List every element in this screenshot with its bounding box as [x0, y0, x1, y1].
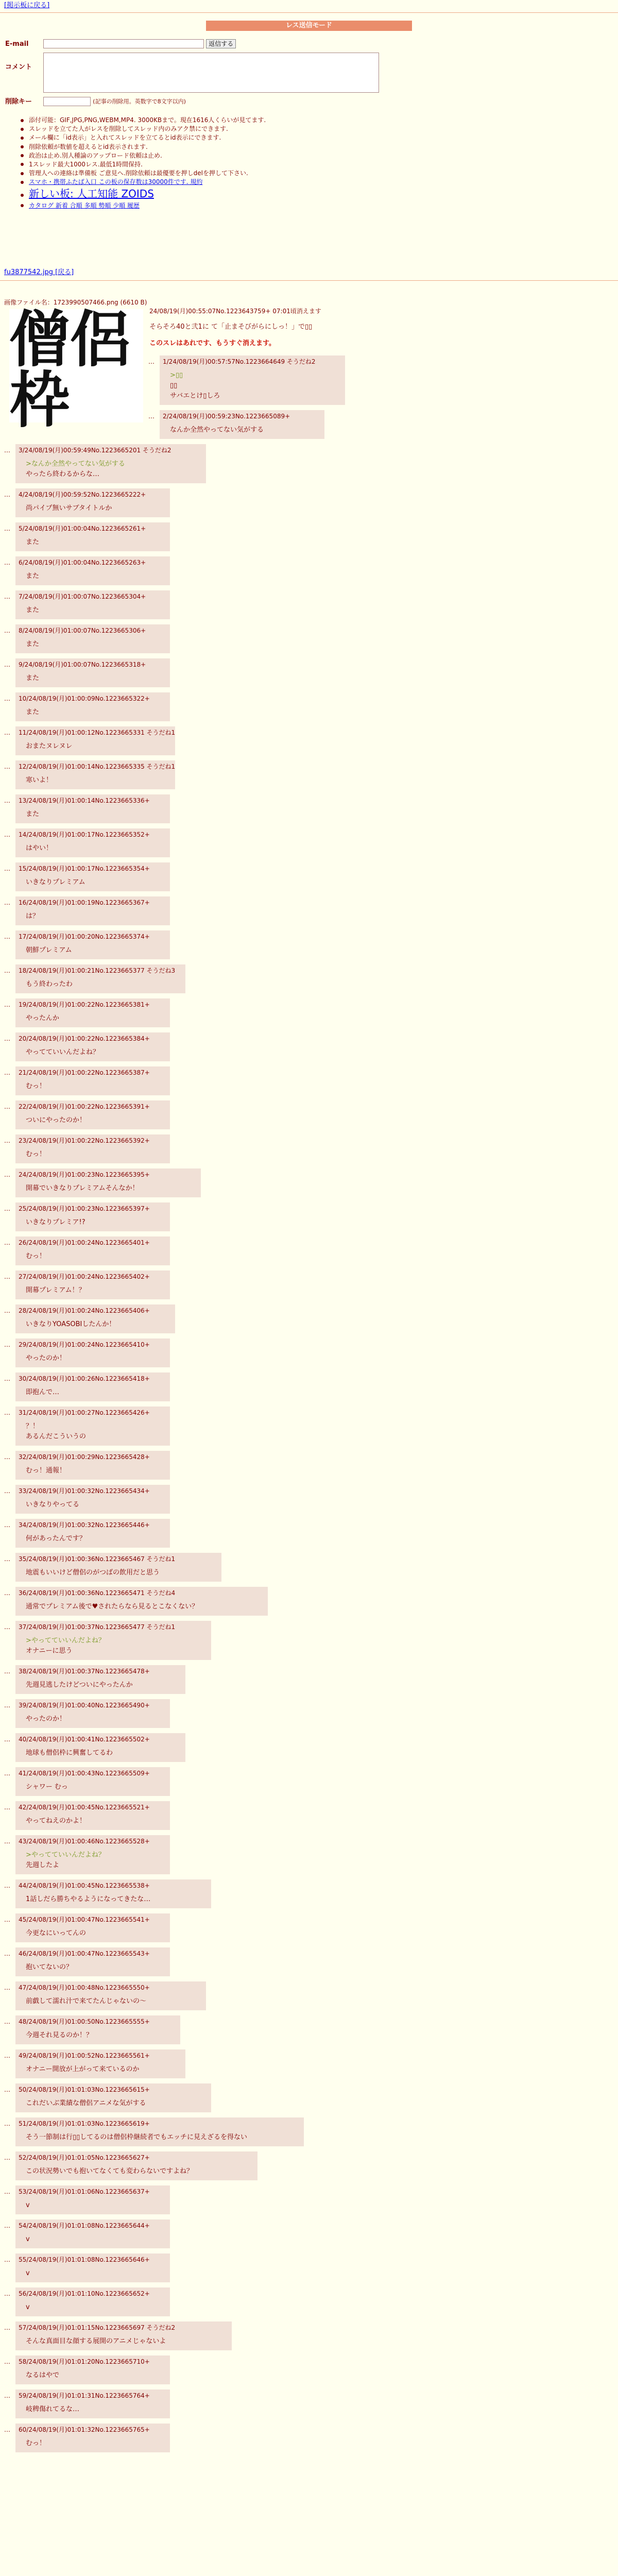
reply-meta[interactable]: 51/24/08/19(月)01:01:03No.1223665619+: [19, 2120, 150, 2127]
reply-indent-marker: …: [4, 865, 10, 872]
reply-indent-marker: …: [4, 1035, 10, 1042]
rule-item: 政治は止め.別人種論のアップロード依頼は止め.: [21, 151, 484, 160]
reply-post: [15, 1134, 170, 1163]
reply-indent-marker: …: [4, 1984, 10, 1991]
back-to-board-link[interactable]: [掲示板に戻る]: [4, 2, 50, 10]
delkey-label: 削除キー: [5, 97, 32, 106]
rule-item: 削除依頼が数値を超えるとid表示されます.: [21, 143, 484, 151]
reply-text: 前戯して濡れ汁で来てたんじゃないの〜: [26, 1997, 147, 2005]
reply-meta[interactable]: 58/24/08/19(月)01:01:20No.1223665710+: [19, 2358, 150, 2365]
file-back-link[interactable]: fu3877542.jpg [戻る]: [4, 268, 74, 276]
top-bar: [0, 0, 618, 11]
submit-button[interactable]: 返信する: [206, 39, 236, 48]
new-boards: [21, 187, 484, 201]
reply-meta[interactable]: 16/24/08/19(月)01:00:19No.1223665367+: [19, 899, 150, 906]
reply-indent-marker: …: [148, 358, 154, 365]
reply-meta[interactable]: 8/24/08/19(月)01:00:07No.1223665306+: [19, 627, 146, 634]
reply-meta[interactable]: 17/24/08/19(月)01:00:20No.1223665374+: [19, 933, 150, 940]
reply-text: 朝鮮プレミアム: [26, 946, 72, 954]
reply-post: [15, 2219, 170, 2248]
reply-text: v: [26, 2269, 30, 2277]
reply-meta[interactable]: 4/24/08/19(月)00:59:52No.1223665222+: [19, 491, 146, 498]
reply-indent-marker: …: [4, 695, 10, 702]
reply-post: [15, 1338, 170, 1367]
reply-indent-marker: …: [4, 1103, 10, 1110]
reply-meta[interactable]: 39/24/08/19(月)01:00:40No.1223665490+: [19, 1702, 150, 1709]
reply-text: 抱いてないの？: [26, 1963, 73, 1971]
reply-post: [15, 1100, 170, 1129]
reply-post: [15, 1553, 221, 1582]
reply-indent-marker: …: [4, 1453, 10, 1461]
reply-post: [15, 1665, 185, 1694]
new-boards-link[interactable]: 新しい板: 人工知能 ZOIDS: [29, 187, 154, 200]
reply-post: [15, 658, 170, 687]
reply-post: [15, 2049, 185, 2078]
reply-post: [15, 624, 170, 653]
delkey-field[interactable]: [43, 97, 91, 106]
reply-meta[interactable]: 50/24/08/19(月)01:01:03No.1223665615+: [19, 2086, 150, 2093]
reply-post: [15, 488, 170, 517]
reply-meta[interactable]: 46/24/08/19(月)01:00:47No.1223665543+: [19, 1950, 150, 1957]
reply-indent-marker: …: [4, 1205, 10, 1212]
reply-indent-marker: …: [4, 729, 10, 736]
op-post: [149, 307, 592, 348]
reply-text: 何があったんです？: [26, 1535, 86, 1543]
mobile-link[interactable]: スマホ・携帯ふたば入口 この板の保存数は30000件です. 規約: [29, 178, 203, 186]
reply-post: [15, 1168, 201, 1197]
reply-meta[interactable]: 45/24/08/19(月)01:00:47No.1223665541+: [19, 1916, 150, 1923]
reply-post: [15, 828, 170, 857]
reply-indent-marker: …: [4, 1069, 10, 1076]
comment-textarea[interactable]: [43, 53, 379, 93]
reply-meta[interactable]: 57/24/08/19(月)01:01:15No.1223665697 そうだね2: [19, 2324, 176, 2331]
reply-indent-marker: …: [4, 2324, 10, 2331]
reply-post: [15, 2355, 170, 2384]
reply-meta[interactable]: 42/24/08/19(月)01:00:45No.1223665521+: [19, 1804, 150, 1811]
reply-post: [15, 2151, 258, 2180]
reply-indent-marker: …: [4, 1736, 10, 1743]
reply-meta[interactable]: 14/24/08/19(月)01:00:17No.1223665352+: [19, 831, 150, 838]
reply-text: やったのか！: [26, 1715, 66, 1723]
thread-divider: [0, 280, 618, 281]
reply-meta[interactable]: 31/24/08/19(月)01:00:27No.1223665426+: [19, 1409, 150, 1416]
rule-item: 1スレッド最大1000レス.最低1時間保持.: [21, 160, 484, 168]
reply-text: いきなりプレミアム: [26, 878, 85, 886]
top-divider: [0, 12, 618, 13]
reply-text: 即抱んで…: [26, 1388, 60, 1396]
reply-post: [15, 1801, 170, 1830]
reply-meta[interactable]: 20/24/08/19(月)01:00:22No.1223665384+: [19, 1035, 150, 1042]
reply-post: [15, 1451, 170, 1480]
reply-meta[interactable]: 33/24/08/19(月)01:00:32No.1223665434+: [19, 1487, 150, 1495]
email-label: E-mail: [5, 40, 29, 48]
reply-indent-marker: …: [4, 1702, 10, 1709]
reply-text: ついにやったのか！: [26, 1116, 87, 1124]
reply-meta[interactable]: 3/24/08/19(月)00:59:49No.1223665201 そうだね2: [19, 447, 171, 454]
reply-post: [15, 2083, 211, 2112]
reply-indent-marker: …: [4, 899, 10, 906]
reply-text: 今更なにいってんの: [26, 1929, 87, 1937]
reply-post: [15, 964, 185, 993]
reply-meta[interactable]: 22/24/08/19(月)01:00:22No.1223665391+: [19, 1103, 150, 1110]
reply-meta[interactable]: 37/24/08/19(月)01:00:37No.1223665477 そうだね1: [19, 1623, 176, 1631]
reply-meta[interactable]: 26/24/08/19(月)01:00:24No.1223665401+: [19, 1239, 150, 1246]
reply-text: 地震もいいけど僧侶のがつばの飲用だと思う: [26, 1569, 160, 1577]
rule-item: メール欄に「id表示」と入れてスレッドを立てるとid表示にできます.: [21, 133, 484, 142]
reply-indent-marker: …: [4, 1770, 10, 1777]
reply-indent-marker: …: [4, 1589, 10, 1597]
reply-post: [15, 2287, 170, 2316]
reply-post: [15, 2015, 180, 2044]
reply-indent-marker: …: [4, 831, 10, 838]
reply-meta[interactable]: 56/24/08/19(月)01:01:10No.1223665652+: [19, 2290, 150, 2297]
reply-post: [15, 1913, 170, 1942]
reply-post: [15, 930, 170, 959]
reply-indent-marker: …: [4, 447, 10, 454]
reply-text: >やってていいんだよね？ 先週したよ: [26, 1851, 105, 1869]
reply-meta[interactable]: 59/24/08/19(月)01:01:31No.1223665764+: [19, 2392, 150, 2399]
reply-indent-marker: …: [4, 1001, 10, 1008]
reply-post: [15, 444, 206, 483]
comment-label: コメント: [5, 63, 32, 71]
reply-meta[interactable]: 1/24/08/19(月)00:57:57No.1223664649 そうだね2: [163, 358, 316, 365]
reply-indent-marker: …: [4, 661, 10, 668]
nav-links: [21, 201, 484, 210]
reply-post: [15, 1066, 170, 1095]
reply-post: [15, 1699, 170, 1728]
reply-post: [15, 1733, 185, 1762]
reply-text: はやい！: [26, 844, 53, 852]
reply-text: やってねえのかよ！: [26, 1817, 87, 1825]
reply-indent-marker: …: [4, 797, 10, 804]
reply-meta[interactable]: 18/24/08/19(月)01:00:21No.1223665377 そうだね3: [19, 967, 176, 974]
reply-text: また: [26, 708, 40, 716]
op-expiry-notice: このスレはあれです、もうすぐ消えます。: [149, 339, 276, 347]
reply-post: [15, 2424, 170, 2452]
reply-text: なんか全然やってない気がする: [170, 426, 264, 434]
reply-post: [15, 794, 170, 823]
reply-indent-marker: …: [4, 491, 10, 498]
reply-meta[interactable]: 29/24/08/19(月)01:00:24No.1223665410+: [19, 1341, 150, 1348]
reply-indent-marker: …: [4, 1950, 10, 1957]
op-meta: 24/08/19(月)00:55:07No.1223643759+ 07:01頃消えます: [149, 308, 321, 315]
reply-meta[interactable]: 52/24/08/19(月)01:01:05No.1223665627+: [19, 2154, 150, 2161]
reply-text: オナニー開放が上がって来ているのか: [26, 2065, 140, 2073]
reply-indent-marker: …: [4, 1137, 10, 1144]
reply-text: 先週見逃したけどついにやったんか: [26, 1681, 133, 1689]
board-rules: [21, 115, 484, 210]
reply-text: 開幕プレミアム！？: [26, 1286, 85, 1294]
reply-text: むっ！: [26, 1150, 46, 1158]
reply-post: [15, 1304, 175, 1333]
reply-post: [15, 1947, 170, 1976]
reply-text: いきなりやってる: [26, 1501, 80, 1509]
reply-indent-marker: …: [4, 1623, 10, 1631]
reply-indent-marker: …: [4, 1555, 10, 1563]
reply-post: [15, 1981, 206, 2010]
reply-meta[interactable]: 15/24/08/19(月)01:00:17No.1223665354+: [19, 865, 150, 872]
reply-text: シャワー むっ: [26, 1783, 68, 1791]
reply-meta[interactable]: 24/24/08/19(月)01:00:23No.1223665395+: [19, 1171, 150, 1178]
reply-text: また: [26, 640, 40, 648]
file-back-line: [0, 268, 618, 277]
reply-post: [15, 590, 170, 619]
reply-meta[interactable]: 23/24/08/19(月)01:00:22No.1223665392+: [19, 1137, 150, 1144]
reply-indent-marker: …: [4, 525, 10, 532]
reply-post: [15, 1879, 211, 1908]
reply-post: [15, 1372, 170, 1401]
reply-indent-marker: …: [4, 2426, 10, 2433]
delkey-note: (記事の削除用。英数字で8文字以内): [93, 98, 186, 105]
reply-post: [15, 1032, 170, 1061]
reply-meta[interactable]: 25/24/08/19(月)01:00:23No.1223665397+: [19, 1205, 150, 1212]
reply-post: [15, 2321, 232, 2350]
reply-text: むっ！: [26, 1082, 46, 1090]
reply-text: v: [26, 2303, 30, 2311]
reply-text: いきなりプレミア!?: [26, 1218, 85, 1226]
op-image[interactable]: [9, 303, 143, 436]
reply-indent-marker: …: [4, 2052, 10, 2059]
reply-meta[interactable]: 10/24/08/19(月)01:00:09No.1223665322+: [19, 695, 150, 702]
reply-meta[interactable]: 53/24/08/19(月)01:01:06No.1223665637+: [19, 2188, 150, 2195]
reply-text: は？: [26, 912, 40, 920]
reply-meta[interactable]: 49/24/08/19(月)01:00:52No.1223665561+: [19, 2052, 150, 2059]
reply-text: 岐稗傷れてるな…: [26, 2405, 80, 2413]
reply-post: [15, 1485, 170, 1514]
reply-meta[interactable]: 44/24/08/19(月)01:00:45No.1223665538+: [19, 1882, 150, 1889]
reply-indent-marker: …: [4, 1239, 10, 1246]
reply-indent-marker: …: [4, 1409, 10, 1416]
reply-meta[interactable]: 9/24/08/19(月)01:00:07No.1223665318+: [19, 661, 146, 668]
reply-post: [15, 556, 170, 585]
reply-meta[interactable]: 32/24/08/19(月)01:00:29No.1223665428+: [19, 1453, 150, 1461]
reply-text: ？！ あるんだこういうの: [26, 1422, 87, 1440]
reply-post: [15, 760, 175, 789]
reply-meta[interactable]: 55/24/08/19(月)01:01:08No.1223665646+: [19, 2256, 150, 2263]
reply-indent-marker: …: [4, 1341, 10, 1348]
reply-meta[interactable]: 13/24/08/19(月)01:00:14No.1223665336+: [19, 797, 150, 804]
form-header: レス送信モード: [206, 21, 412, 31]
reply-meta[interactable]: 38/24/08/19(月)01:00:37No.1223665478+: [19, 1668, 150, 1675]
reply-text: 地球も僧侶枠に興奮してるわ: [26, 1749, 113, 1757]
reply-indent-marker: …: [4, 559, 10, 566]
reply-post: [15, 1406, 170, 1446]
reply-post: [160, 355, 345, 405]
reply-indent-marker: …: [4, 1838, 10, 1845]
reply-indent-marker: …: [4, 2290, 10, 2297]
reply-indent-marker: …: [4, 2358, 10, 2365]
reply-indent-marker: …: [4, 763, 10, 770]
reply-text: v: [26, 2235, 30, 2243]
reply-indent-marker: …: [4, 2154, 10, 2161]
reply-text: むっ！通報！: [26, 1467, 66, 1475]
reply-indent-marker: …: [4, 2392, 10, 2399]
reply-indent-marker: …: [4, 1487, 10, 1495]
reply-meta[interactable]: 40/24/08/19(月)01:00:41No.1223665502+: [19, 1736, 150, 1743]
reply-indent-marker: …: [148, 413, 154, 420]
reply-text: 1話しだら勝ちやるようになってきたな…: [26, 1895, 151, 1903]
reply-indent-marker: …: [4, 1521, 10, 1529]
reply-post: [15, 2389, 170, 2418]
reply-indent-marker: …: [4, 1171, 10, 1178]
reply-indent-marker: …: [4, 1668, 10, 1675]
rule-item: 添付可能：GIF,JPG,PNG,WEBM,MP4. 3000KBまで。現在1616人くらいが見てます.: [21, 116, 484, 124]
rule-item: 管理人への連絡は準備板 ご意見へ.削除依頼は最優要を押しdelを押して下さい.: [21, 169, 484, 177]
reply-text: なるはやで: [26, 2371, 60, 2379]
reply-text: この状況勢いでも抱いてなくても変わらないですよね？: [26, 2167, 194, 2175]
reply-text: >やってていいんだよね？ オナニーに思う: [26, 1637, 105, 1655]
reply-indent-marker: …: [4, 2018, 10, 2025]
reply-meta[interactable]: 7/24/08/19(月)01:00:07No.1223665304+: [19, 593, 146, 600]
reply-meta[interactable]: 2/24/08/19(月)00:59:23No.1223665089+: [163, 413, 290, 420]
reply-meta[interactable]: 5/24/08/19(月)01:00:04No.1223665261+: [19, 525, 146, 532]
reply-text: やったんか: [26, 1014, 60, 1022]
reply-text: また: [26, 572, 40, 580]
reply-post: [15, 692, 170, 721]
reply-meta[interactable]: 36/24/08/19(月)01:00:36No.1223665471 そうだね4: [19, 1589, 176, 1597]
reply-post: [15, 1621, 211, 1660]
reply-text: また: [26, 606, 40, 614]
reply-text: そう一節制は行▯▯してるのは僧侶枠継続者でもエッチに見えざるを得ない: [26, 2133, 248, 2141]
rule-item: [21, 178, 484, 186]
op-file-info: 画像ファイル名：1723990507466.png (6610 B): [4, 298, 147, 306]
reply-post: [15, 1270, 170, 1299]
email-field[interactable]: [43, 39, 204, 48]
reply-indent-marker: …: [4, 933, 10, 940]
reply-indent-marker: …: [4, 593, 10, 600]
reply-meta[interactable]: 6/24/08/19(月)01:00:04No.1223665263+: [19, 559, 146, 566]
reply-post: [15, 1767, 170, 1796]
reply-indent-marker: …: [4, 2086, 10, 2093]
reply-text: もう終わったわ: [26, 980, 73, 988]
reply-text: 通常でプレミアム後で♥されたらなら見るとこなくない？: [26, 1603, 199, 1611]
reply-indent-marker: …: [4, 627, 10, 634]
op-image-line: 僧侶: [9, 303, 131, 375]
reply-indent-marker: …: [4, 1916, 10, 1923]
reply-text: やってていいんだよね？: [26, 1048, 100, 1056]
reply-post: [15, 2185, 170, 2214]
reply-text: >なんか全然やってない気がする やったら終わるからな…: [26, 460, 125, 478]
reply-text: また: [26, 810, 40, 818]
reply-text: 今週それ見るのか！？: [26, 2031, 93, 2039]
reply-text: やったのか！: [26, 1354, 66, 1362]
reply-text: おまたヌレヌレ: [26, 742, 73, 750]
reply-indent-marker: …: [4, 2188, 10, 2195]
reply-meta[interactable]: 28/24/08/19(月)01:00:24No.1223665406+: [19, 1307, 150, 1314]
reply-meta[interactable]: 27/24/08/19(月)01:00:24No.1223665402+: [19, 1273, 150, 1280]
reply-post: [15, 522, 170, 551]
reply-text: 開幕でいきなりプレミアムそんなか！: [26, 1184, 139, 1192]
reply-indent-marker: …: [4, 1273, 10, 1280]
reply-indent-marker: …: [4, 2256, 10, 2263]
reply-meta[interactable]: 21/24/08/19(月)01:00:22No.1223665387+: [19, 1069, 150, 1076]
reply-text: v: [26, 2201, 30, 2209]
reply-meta[interactable]: 47/24/08/19(月)01:00:48No.1223665550+: [19, 1984, 150, 1991]
reply-meta[interactable]: 41/24/08/19(月)01:00:43No.1223665509+: [19, 1770, 150, 1777]
op-line: そらそろ40と弐1に て「止まそびがらにしっ！」で▯▯: [149, 323, 313, 331]
op-image-line: 枠: [9, 364, 71, 436]
reply-post: [15, 726, 175, 755]
reply-post: [15, 1835, 170, 1874]
reply-meta[interactable]: 12/24/08/19(月)01:00:14No.1223665335 そうだね1: [19, 763, 176, 770]
reply-indent-marker: …: [4, 967, 10, 974]
reply-post: [15, 1236, 170, 1265]
reply-text: 尚パイプ無いサブタイトルか: [26, 504, 112, 512]
reply-post: [15, 2253, 170, 2282]
reply-text: >▯▯ ▯▯ サバエとけ▯しろ: [170, 371, 220, 400]
reply-meta[interactable]: 48/24/08/19(月)01:00:50No.1223665555+: [19, 2018, 150, 2025]
reply-indent-marker: …: [4, 2222, 10, 2229]
reply-meta[interactable]: 34/24/08/19(月)01:00:32No.1223665446+: [19, 1521, 150, 1529]
reply-text: また: [26, 538, 40, 546]
catalog-links[interactable]: カタログ 新着 合順 多順 勢順 少順 履歴: [29, 201, 140, 209]
reply-indent-marker: …: [4, 1375, 10, 1382]
reply-text: むっ！: [26, 2439, 46, 2447]
reply-post: [15, 896, 170, 925]
reply-text: これだいぶ業績な僧侶アニメな気がする: [26, 2099, 146, 2107]
reply-text: むっ！: [26, 1252, 46, 1260]
reply-meta[interactable]: 43/24/08/19(月)01:00:46No.1223665528+: [19, 1838, 150, 1845]
reply-text: そんな真面目な顔する展開のアニメじゃないよ: [26, 2337, 166, 2345]
reply-post: [15, 1587, 268, 1616]
reply-meta[interactable]: 60/24/08/19(月)01:01:32No.1223665765+: [19, 2426, 150, 2433]
reply-indent-marker: …: [4, 1307, 10, 1314]
rule-item: スレッドを立てた人がレスを削除してスレッド内のみアク禁にできます.: [21, 125, 484, 133]
reply-meta[interactable]: 11/24/08/19(月)01:00:12No.1223665331 そうだね1: [19, 729, 176, 736]
reply-meta[interactable]: 54/24/08/19(月)01:01:08No.1223665644+: [19, 2222, 150, 2229]
reply-text: また: [26, 674, 40, 682]
reply-indent-marker: …: [4, 2120, 10, 2127]
reply-meta[interactable]: 35/24/08/19(月)01:00:36No.1223665467 そうだね1: [19, 1555, 176, 1563]
reply-post: [15, 998, 170, 1027]
reply-post: [15, 2117, 304, 2146]
reply-text: 寒いよ！: [26, 776, 53, 784]
reply-post: [15, 862, 170, 891]
reply-text: いきなりYOASOBIしたんか！: [26, 1320, 116, 1328]
reply-meta[interactable]: 30/24/08/19(月)01:00:26No.1223665418+: [19, 1375, 150, 1382]
reply-post: [15, 1519, 170, 1548]
reply-meta[interactable]: 19/24/08/19(月)01:00:22No.1223665381+: [19, 1001, 150, 1008]
reply-post: [160, 410, 324, 439]
reply-indent-marker: …: [4, 1882, 10, 1889]
reply-indent-marker: …: [4, 1804, 10, 1811]
reply-post: [15, 1202, 170, 1231]
